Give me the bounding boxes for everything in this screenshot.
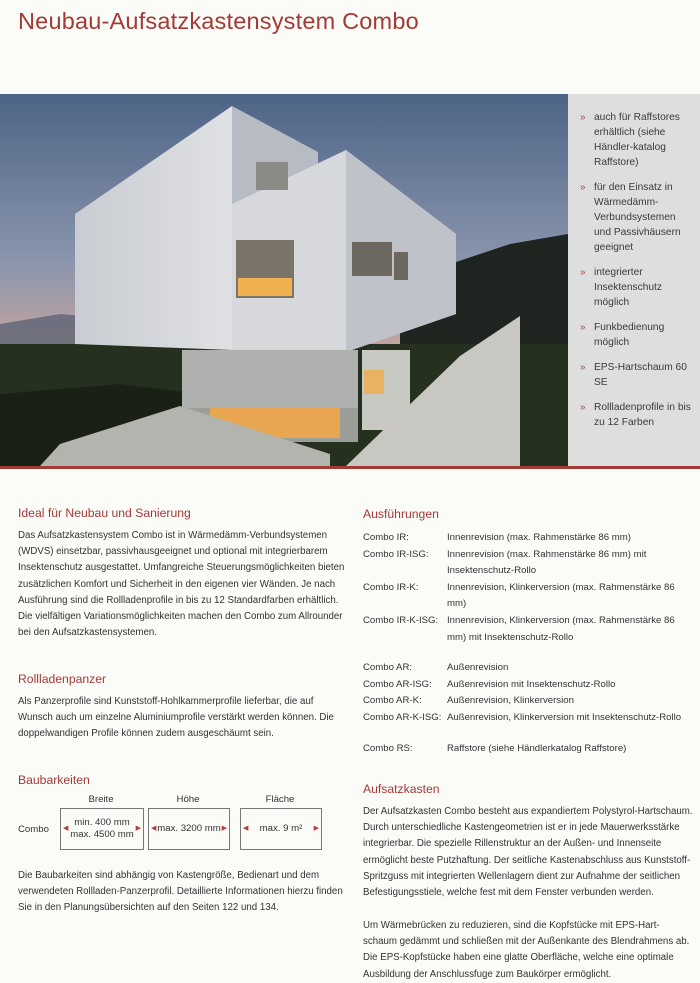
- feature-item: » Rollladenprofile in bis zu 12 Farben: [580, 402, 691, 428]
- variant-row: Combo AR-K-ISG: Außenrevision, Klinkerversion mit Insektenschutz-Rollo: [363, 711, 682, 723]
- aufsatzkasten-heading: Aufsatzkasten: [363, 782, 440, 796]
- height-box: [148, 808, 230, 850]
- bullet-icon: »: [580, 267, 586, 278]
- page-title: Neubau-Aufsatzkastensystem Combo: [18, 8, 419, 34]
- variant-row: Combo AR-K: Außenrevision, Klinkerversion: [363, 695, 574, 707]
- ideal-heading: Ideal für Neubau und Sanierung: [18, 506, 191, 520]
- bullet-icon: »: [580, 182, 586, 193]
- section-divider: [0, 466, 700, 469]
- variant-row: Combo AR-ISG: Außenrevision mit Insektenschutz-Rollo: [363, 678, 616, 690]
- width-box: [60, 808, 144, 850]
- variant-row: Combo IR: Innenrevision (max. Rahmenstärke 86 mm): [363, 532, 631, 543]
- width-min: min. 400 mm: [74, 817, 130, 828]
- variant-row: Combo IR-ISG: Innenrevision (max. Rahmenstärke 86 mm) mit Insektenschutz-Rollo: [363, 548, 647, 577]
- bullet-icon: »: [580, 362, 586, 373]
- bullet-icon: »: [580, 112, 586, 123]
- aufsatzkasten-text: Der Aufsatzkasten Combo besteht aus expandiertem Polystyrol-Hartschaum. Durch unterschiedliche Kastengeometrien ist er in jede Mauerwerksstärke integrierbar. Die spezielle Rillenstruktur an der Außen- und Innenseite ermöglicht beste Putzhaftung. Der seitliche Kastenabschluss aus Kunststoff-Spritzguss mit integrierten Wellenlagern dient zur Aufnahme der seitlichen Befestigungsstiele, welche fest mit dem Fenster verbunden werden.: [363, 806, 693, 899]
- panzer-heading: Rollladenpanzer: [18, 672, 107, 686]
- variant-row: Combo RS: Raffstore (siehe Händlerkatalog Raffstore): [363, 742, 627, 754]
- bullet-icon: »: [580, 402, 586, 413]
- area-box: [240, 808, 322, 850]
- ausfuehrungen-heading: Ausführungen: [363, 507, 439, 521]
- feature-item: » für den Einsatz in Wärmedämm-Verbundsystemen und Passivhäusern geeignet: [580, 182, 681, 253]
- bullet-icon: »: [580, 322, 586, 333]
- panzer-text: Als Panzerprofile sind Kunststoff-Hohlkammerprofile lieferbar, die auf Wunsch auch um einzelne Aluminiumprofile verstärkt werden können. Die doppelwandigen Profile können zudem ausgeschäumt sein.: [18, 696, 334, 740]
- house-illustration: [0, 94, 568, 466]
- area-column-head: Fläche: [265, 794, 295, 805]
- feature-item: » EPS-Hartschaum 60 SE: [580, 362, 687, 388]
- height-column-head: Höhe: [176, 794, 200, 805]
- feature-sidebar: [568, 94, 700, 466]
- variant-row: Combo IR-K-ISG: Innenrevision, Klinkerversion (max. Rahmenstärke 86 mm) mit Insektenschutz-Rollo: [363, 614, 675, 643]
- feature-item: » auch für Raffstores erhältlich (siehe Händler-katalog Raffstore): [580, 112, 680, 168]
- aufsatzkasten-text-2: Um Wärmebrücken zu reduzieren, sind die Kopfstücke mit EPS-Hart-schaum gedämmt und schließen mit der Außenkante des Blendrahmens ab. Die EPS-Kopfstücke haben eine glatte Oberfläche, welche eine optimale Ausbildung der Anschlussfuge zum Baukörper ermöglicht.: [363, 920, 690, 980]
- width-column-head: Breite: [88, 794, 114, 805]
- feature-item: » Funkbedienung möglich: [580, 322, 665, 348]
- baubarkeiten-heading: Baubarkeiten: [18, 773, 90, 787]
- arrow-left-icon: ◀: [243, 825, 249, 832]
- area-max: max. 9 m²: [259, 823, 303, 834]
- height-max: max. 3200 mm: [157, 823, 221, 834]
- feature-item: » integrierter Insektenschutz möglich: [580, 267, 662, 308]
- variant-row: Combo IR-K: Innenrevision, Klinkerversion (max. Rahmenstärke 86 mm): [363, 581, 675, 610]
- arrow-right-icon: ▶: [313, 825, 319, 832]
- arrow-left-icon: ◀: [63, 825, 69, 832]
- arrow-right-icon: ▶: [135, 825, 141, 832]
- house-photo: [0, 94, 568, 466]
- arrow-left-icon: ◀: [151, 825, 157, 832]
- arrow-right-icon: ▶: [221, 825, 227, 832]
- variant-row: Combo AR: Außenrevision: [363, 662, 509, 674]
- baubarkeiten-text: Die Baubarkeiten sind abhängig von Kastengröße, Bedienart und dem verwendeten Rollladen-Panzerprofil. Detaillierte Informationen hierzu finden Sie in den Planungsübersichten auf den Seiten 122 und 134.: [18, 870, 343, 914]
- dimensions-table: [18, 794, 338, 854]
- ausfuehrungen-list: [363, 530, 693, 757]
- combo-row-label: Combo: [18, 824, 49, 835]
- width-max: max. 4500 mm: [70, 829, 134, 840]
- ideal-text: Das Aufsatzkastensystem Combo ist in Wärmedämm-Verbundsystemen (WDVS) einsetzbar, passivhausgeeignet und optional mit integrierbarem Insektenschutz ausgestattet. Umfangreiche Steuerungsmöglichkeiten bieten zusätzlichen Komfort und Sicherheit in den eigenen vier Wänden. Je nach Ausführung sind die Rollladenprofile in bis zu 12 Standardfarben erhältlich. Die vielfältigen Variationsmöglichkeiten machen den Combo zum Allrounder bei den Aufsatzkastensystemen.: [18, 530, 345, 639]
